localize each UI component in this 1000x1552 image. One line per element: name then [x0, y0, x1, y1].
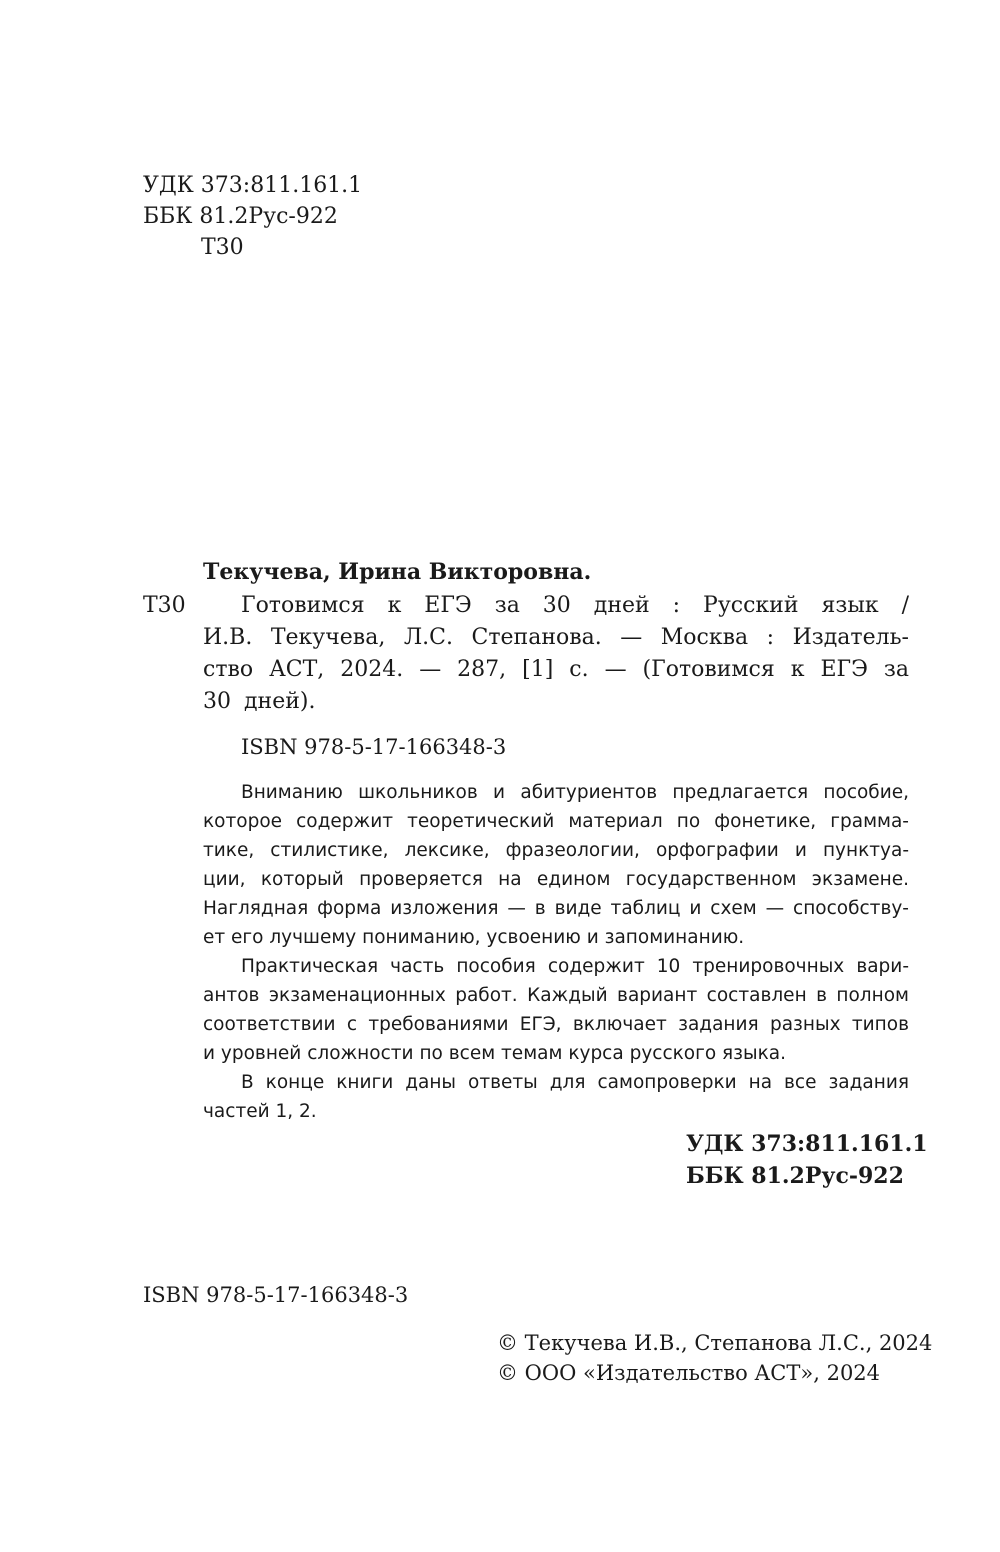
- author-heading: Текучева, Ирина Викторовна.: [203, 559, 592, 585]
- annotation: [203, 778, 909, 1126]
- top-udk-code: УДК 373:811.161.1: [143, 173, 363, 198]
- biblio-line: И.В. Текучева, Л.С. Степанова. — Москва : Издатель-: [203, 625, 909, 650]
- annotation-line: Наглядная форма изложения — в виде таблиц и схем — способству-: [203, 898, 909, 919]
- annotation-line: ет его лучшему пониманию, усвоению и запоминанию.: [203, 927, 745, 948]
- top-classification-block: [143, 170, 362, 263]
- record-author-mark: Т30: [143, 593, 186, 618]
- top-author-mark: Т30: [201, 235, 244, 260]
- record-isbn: ISBN 978-5-17-166348-3: [241, 735, 507, 759]
- copyright-publisher: © ООО «Издательство АСТ», 2024: [497, 1361, 881, 1385]
- udk-code: УДК 373:811.161.1: [686, 1131, 928, 1157]
- annotation-line: В конце книги даны ответы для самопроверки на все задания: [241, 1072, 909, 1093]
- annotation-paragraph-2: [203, 952, 909, 1068]
- copyright-authors: © Текучева И.В., Степанова Л.С., 2024: [497, 1331, 933, 1355]
- annotation-line: Вниманию школьников и абитуриентов предлагается пособие,: [241, 782, 909, 803]
- annotation-paragraph-1: [203, 778, 909, 952]
- biblio-line: 30 дней).: [203, 689, 316, 714]
- classification-block: [686, 1128, 928, 1192]
- annotation-line: которое содержит теоретический материал по фонетике, грамма-: [203, 811, 909, 832]
- bibliographic-description: [203, 590, 909, 718]
- bbk-code: ББК 81.2Рус-922: [686, 1163, 904, 1189]
- annotation-line: соответствии с требованиями ЕГЭ, включает задания разных типов: [203, 1014, 909, 1035]
- annotation-line: и уровней сложности по всем темам курса русского языка.: [203, 1043, 786, 1064]
- copyright-block: [497, 1328, 932, 1388]
- biblio-line: ство АСТ, 2024. — 287, [1] с. — (Готовимся к ЕГЭ за: [203, 657, 909, 682]
- annotation-line: частей 1, 2.: [203, 1101, 317, 1122]
- annotation-line: ции, который проверяется на едином государственном экзамене.: [203, 869, 909, 890]
- annotation-line: тике, стилистике, лексике, фразеологии, орфографии и пунктуа-: [203, 840, 909, 861]
- annotation-line: антов экзаменационных работ. Каждый вариант составлен в полном: [203, 985, 909, 1006]
- top-bbk-code: ББК 81.2Рус-922: [143, 204, 338, 229]
- annotation-line: Практическая часть пособия содержит 10 тренировочных вари-: [241, 956, 909, 977]
- bottom-isbn: ISBN 978-5-17-166348-3: [143, 1283, 409, 1307]
- biblio-line: Готовимся к ЕГЭ за 30 дней : Русский язык /: [241, 593, 909, 618]
- annotation-paragraph-3: [203, 1068, 909, 1126]
